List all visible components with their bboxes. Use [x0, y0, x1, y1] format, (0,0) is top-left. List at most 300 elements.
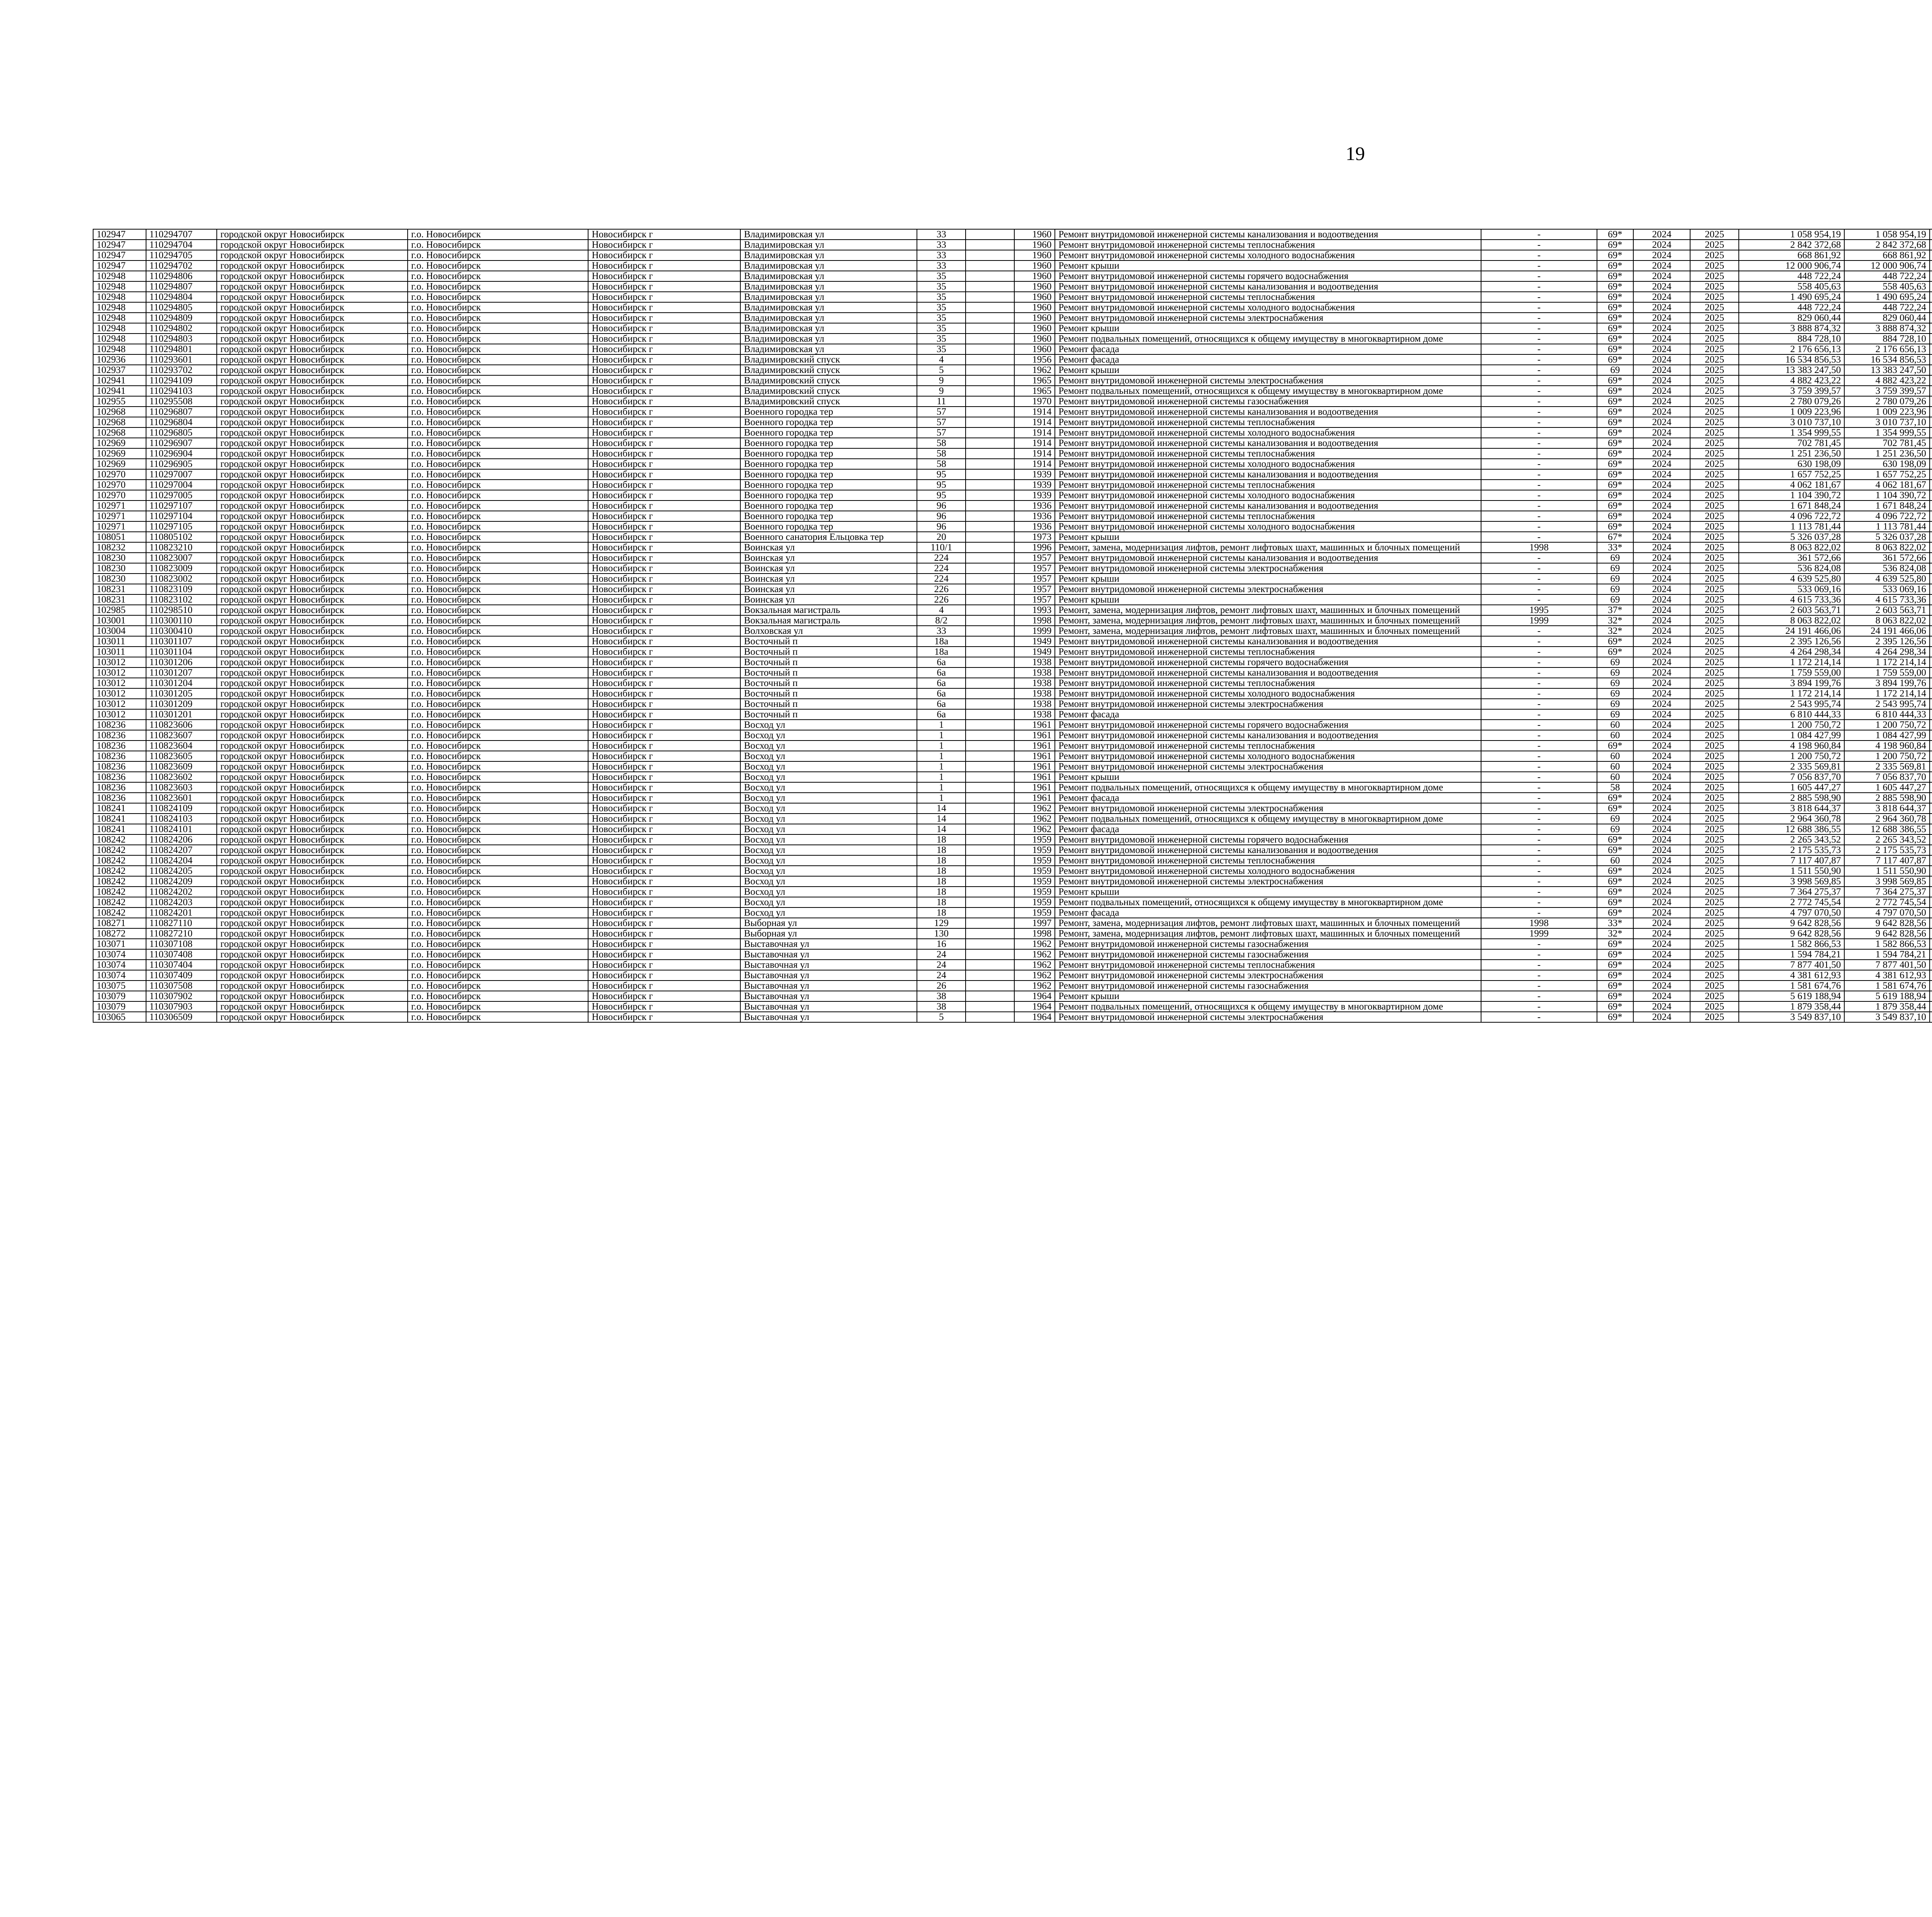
- cell-dem_year: [966, 250, 1014, 260]
- cell-city1: г.о. Новосибирск: [408, 271, 588, 281]
- cell-city1: г.о. Новосибирск: [408, 699, 588, 709]
- cell-y2: 2025: [1690, 584, 1739, 594]
- cell-year: 1957: [1014, 594, 1055, 605]
- cell-house: 224: [917, 553, 966, 563]
- cell-dem_year: [966, 292, 1014, 302]
- cell-val: 69*: [1597, 292, 1634, 302]
- cell-city1: г.о. Новосибирск: [408, 970, 588, 981]
- cell-fund: 1 759 559,00: [1844, 667, 1930, 678]
- cell-dem_year: [966, 407, 1014, 417]
- cell-y2: 2025: [1690, 281, 1739, 292]
- cell-city1: г.о. Новосибирск: [408, 396, 588, 407]
- cell-code: 110301205: [146, 688, 217, 699]
- cell-year: 1938: [1014, 688, 1055, 699]
- cell-code: 110301201: [146, 709, 217, 720]
- cell-total: 1 759 559,00: [1739, 667, 1844, 678]
- cell-year: 1939: [1014, 469, 1055, 480]
- cell-city1: г.о. Новосибирск: [408, 1012, 588, 1022]
- cell-city1: г.о. Новосибирск: [408, 574, 588, 584]
- cell-fund: 3 894 199,76: [1844, 678, 1930, 688]
- cell-street: Восточный п: [740, 678, 917, 688]
- cell-z1: [1930, 876, 1932, 887]
- cell-total: 12 000 906,74: [1739, 260, 1844, 271]
- cell-street: Вокзальная магистраль: [740, 605, 917, 615]
- cell-fund: 4 797 070,50: [1844, 907, 1930, 918]
- cell-okrug: городской округ Новосибирск: [217, 281, 408, 292]
- cell-y2: 2025: [1690, 438, 1739, 448]
- cell-house: 35: [917, 271, 966, 281]
- cell-dem_year: [966, 699, 1014, 709]
- cell-y1: 2024: [1633, 323, 1690, 334]
- cell-city2: Новосибирск г: [588, 438, 740, 448]
- cell-fund: 448 722,24: [1844, 271, 1930, 281]
- cell-y1: 2024: [1633, 313, 1690, 323]
- cell-year: 1962: [1014, 803, 1055, 814]
- cell-city1: г.о. Новосибирск: [408, 897, 588, 907]
- cell-street: Воинская ул: [740, 563, 917, 574]
- cell-house: 38: [917, 1001, 966, 1012]
- cell-house: 35: [917, 292, 966, 302]
- table-row: [93, 1012, 1932, 1022]
- table-row: [93, 594, 1932, 605]
- cell-id: 102947: [93, 250, 146, 260]
- cell-id: 103012: [93, 709, 146, 720]
- cell-total: 3 818 644,37: [1739, 803, 1844, 814]
- cell-okrug: городской округ Новосибирск: [217, 814, 408, 824]
- cell-total: 1 582 866,53: [1739, 939, 1844, 949]
- cell-y2: 2025: [1690, 855, 1739, 866]
- cell-lift_year: 1999: [1481, 928, 1597, 939]
- cell-fund: 5 619 188,94: [1844, 991, 1930, 1001]
- table-row: [93, 845, 1932, 855]
- cell-total: 5 619 188,94: [1739, 991, 1844, 1001]
- cell-y1: 2024: [1633, 594, 1690, 605]
- cell-y1: 2024: [1633, 229, 1690, 240]
- cell-street: Выставочная ул: [740, 960, 917, 970]
- cell-id: 103071: [93, 939, 146, 949]
- cell-house: 58: [917, 438, 966, 448]
- cell-work: Ремонт внутридомовой инженерной системы газоснабжения: [1055, 981, 1481, 991]
- cell-work: Ремонт фасада: [1055, 344, 1481, 354]
- cell-city2: Новосибирск г: [588, 271, 740, 281]
- cell-val: 69*: [1597, 313, 1634, 323]
- cell-total: 24 191 466,06: [1739, 626, 1844, 636]
- cell-id: 108231: [93, 584, 146, 594]
- table-row: [93, 240, 1932, 250]
- cell-work: Ремонт внутридомовой инженерной системы электроснабжения: [1055, 584, 1481, 594]
- cell-val: 69*: [1597, 907, 1634, 918]
- cell-dem_year: [966, 991, 1014, 1001]
- cell-lift_year: -: [1481, 970, 1597, 981]
- cell-okrug: городской округ Новосибирск: [217, 438, 408, 448]
- cell-okrug: городской округ Новосибирск: [217, 918, 408, 928]
- cell-lift_year: -: [1481, 354, 1597, 365]
- cell-y1: 2024: [1633, 793, 1690, 803]
- cell-lift_year: -: [1481, 647, 1597, 657]
- cell-id: 102948: [93, 344, 146, 354]
- cell-fund: 2 780 079,26: [1844, 396, 1930, 407]
- cell-val: 69: [1597, 574, 1634, 584]
- cell-y1: 2024: [1633, 897, 1690, 907]
- cell-street: Военного городка тер: [740, 511, 917, 521]
- cell-dem_year: [966, 542, 1014, 553]
- cell-dem_year: [966, 730, 1014, 741]
- cell-id: 108232: [93, 542, 146, 553]
- cell-y2: 2025: [1690, 448, 1739, 459]
- cell-dem_year: [966, 814, 1014, 824]
- cell-work: Ремонт внутридомовой инженерной системы холодного водоснабжения: [1055, 302, 1481, 313]
- cell-z1: [1930, 772, 1932, 782]
- cell-code: 110296805: [146, 427, 217, 438]
- cell-city1: г.о. Новосибирск: [408, 647, 588, 657]
- cell-work: Ремонт внутридомовой инженерной системы теплоснабжения: [1055, 855, 1481, 866]
- cell-y1: 2024: [1633, 709, 1690, 720]
- cell-fund: 7 117 407,87: [1844, 855, 1930, 866]
- table-row: [93, 824, 1932, 834]
- cell-house: 5: [917, 1012, 966, 1022]
- cell-okrug: городской округ Новосибирск: [217, 678, 408, 688]
- cell-total: 4 615 733,36: [1739, 594, 1844, 605]
- cell-id: 108271: [93, 918, 146, 928]
- cell-fund: 7 364 275,37: [1844, 887, 1930, 897]
- cell-total: 2 176 656,13: [1739, 344, 1844, 354]
- cell-year: 1914: [1014, 459, 1055, 469]
- cell-city2: Новосибирск г: [588, 887, 740, 897]
- cell-city1: г.о. Новосибирск: [408, 949, 588, 960]
- cell-y1: 2024: [1633, 949, 1690, 960]
- cell-street: Восход ул: [740, 751, 917, 761]
- cell-house: 33: [917, 240, 966, 250]
- cell-city1: г.о. Новосибирск: [408, 344, 588, 354]
- cell-lift_year: -: [1481, 709, 1597, 720]
- cell-y2: 2025: [1690, 313, 1739, 323]
- cell-z1: [1930, 855, 1932, 866]
- cell-y1: 2024: [1633, 939, 1690, 949]
- cell-city1: г.о. Новосибирск: [408, 532, 588, 542]
- cell-val: 69*: [1597, 501, 1634, 511]
- cell-work: Ремонт крыши: [1055, 323, 1481, 334]
- cell-okrug: городской округ Новосибирск: [217, 636, 408, 647]
- cell-work: Ремонт крыши: [1055, 887, 1481, 897]
- cell-y2: 2025: [1690, 960, 1739, 970]
- cell-dem_year: [966, 469, 1014, 480]
- cell-city1: г.о. Новосибирск: [408, 709, 588, 720]
- cell-code: 110294103: [146, 386, 217, 396]
- cell-lift_year: -: [1481, 448, 1597, 459]
- cell-city2: Новосибирск г: [588, 667, 740, 678]
- cell-city2: Новосибирск г: [588, 814, 740, 824]
- cell-total: 536 824,08: [1739, 563, 1844, 574]
- cell-y2: 2025: [1690, 250, 1739, 260]
- table-row: [93, 761, 1932, 772]
- cell-lift_year: -: [1481, 271, 1597, 281]
- cell-code: 110296907: [146, 438, 217, 448]
- cell-house: 33: [917, 626, 966, 636]
- cell-id: 103012: [93, 678, 146, 688]
- cell-val: 60: [1597, 855, 1634, 866]
- cell-y2: 2025: [1690, 897, 1739, 907]
- cell-dem_year: [966, 438, 1014, 448]
- cell-city1: г.о. Новосибирск: [408, 1001, 588, 1012]
- cell-id: 108230: [93, 574, 146, 584]
- cell-code: 110294707: [146, 229, 217, 240]
- cell-y1: 2024: [1633, 427, 1690, 438]
- cell-okrug: городской округ Новосибирск: [217, 542, 408, 553]
- cell-total: 12 688 386,55: [1739, 824, 1844, 834]
- cell-total: 7 877 401,50: [1739, 960, 1844, 970]
- cell-city1: г.о. Новосибирск: [408, 302, 588, 313]
- cell-work: Ремонт внутридомовой инженерной системы канализования и водоотведения: [1055, 636, 1481, 647]
- cell-house: 14: [917, 803, 966, 814]
- cell-total: 3 759 399,57: [1739, 386, 1844, 396]
- cell-z1: [1930, 521, 1932, 532]
- cell-fund: 536 824,08: [1844, 563, 1930, 574]
- cell-dem_year: [966, 240, 1014, 250]
- cell-y2: 2025: [1690, 1012, 1739, 1022]
- cell-city1: г.о. Новосибирск: [408, 939, 588, 949]
- cell-year: 1964: [1014, 1001, 1055, 1012]
- cell-code: 110294806: [146, 271, 217, 281]
- cell-year: 1964: [1014, 991, 1055, 1001]
- cell-id: 102941: [93, 375, 146, 386]
- cell-street: Восточный п: [740, 688, 917, 699]
- cell-year: 1957: [1014, 563, 1055, 574]
- table-row: [93, 584, 1932, 594]
- cell-val: 69*: [1597, 490, 1634, 501]
- table-row: [93, 793, 1932, 803]
- cell-z1: [1930, 615, 1932, 626]
- table-row: [93, 730, 1932, 741]
- table-row: [93, 1001, 1932, 1012]
- cell-id: 102969: [93, 459, 146, 469]
- cell-code: 110823210: [146, 542, 217, 553]
- cell-y1: 2024: [1633, 407, 1690, 417]
- cell-city1: г.о. Новосибирск: [408, 542, 588, 553]
- cell-y1: 2024: [1633, 375, 1690, 386]
- cell-year: 1960: [1014, 302, 1055, 313]
- cell-okrug: городской округ Новосибирск: [217, 981, 408, 991]
- cell-year: 1939: [1014, 490, 1055, 501]
- table-row: [93, 459, 1932, 469]
- cell-code: 110296905: [146, 459, 217, 469]
- cell-lift_year: -: [1481, 960, 1597, 970]
- cell-y1: 2024: [1633, 511, 1690, 521]
- cell-house: 35: [917, 344, 966, 354]
- cell-y2: 2025: [1690, 532, 1739, 542]
- cell-year: 1970: [1014, 396, 1055, 407]
- cell-city2: Новосибирск г: [588, 981, 740, 991]
- cell-city1: г.о. Новосибирск: [408, 354, 588, 365]
- cell-code: 110823109: [146, 584, 217, 594]
- cell-okrug: городской округ Новосибирск: [217, 834, 408, 845]
- cell-city2: Новосибирск г: [588, 1001, 740, 1012]
- cell-city2: Новосибирск г: [588, 605, 740, 615]
- cell-street: Военного санатория Ельцовка тер: [740, 532, 917, 542]
- cell-street: Восход ул: [740, 887, 917, 897]
- cell-val: 69*: [1597, 1001, 1634, 1012]
- cell-city2: Новосибирск г: [588, 730, 740, 741]
- cell-total: 361 572,66: [1739, 553, 1844, 563]
- cell-z1: [1930, 709, 1932, 720]
- cell-house: 18: [917, 897, 966, 907]
- cell-city2: Новосибирск г: [588, 281, 740, 292]
- cell-fund: 24 191 466,06: [1844, 626, 1930, 636]
- cell-y2: 2025: [1690, 814, 1739, 824]
- cell-y2: 2025: [1690, 772, 1739, 782]
- cell-code: 110823609: [146, 761, 217, 772]
- cell-total: 1 879 358,44: [1739, 1001, 1844, 1012]
- cell-total: 3 010 737,10: [1739, 417, 1844, 427]
- cell-y1: 2024: [1633, 647, 1690, 657]
- cell-y2: 2025: [1690, 876, 1739, 887]
- cell-total: 4 639 525,80: [1739, 574, 1844, 584]
- cell-fund: 13 383 247,50: [1844, 365, 1930, 375]
- cell-dem_year: [966, 897, 1014, 907]
- cell-dem_year: [966, 302, 1014, 313]
- cell-z1: [1930, 490, 1932, 501]
- cell-house: 18а: [917, 636, 966, 647]
- cell-id: 102985: [93, 605, 146, 615]
- cell-y2: 2025: [1690, 667, 1739, 678]
- cell-z1: [1930, 678, 1932, 688]
- cell-val: 69*: [1597, 302, 1634, 313]
- cell-id: 108231: [93, 594, 146, 605]
- cell-code: 110297105: [146, 521, 217, 532]
- cell-y2: 2025: [1690, 490, 1739, 501]
- cell-city1: г.о. Новосибирск: [408, 720, 588, 730]
- cell-city1: г.о. Новосибирск: [408, 594, 588, 605]
- cell-code: 110824209: [146, 876, 217, 887]
- cell-y2: 2025: [1690, 594, 1739, 605]
- cell-y1: 2024: [1633, 490, 1690, 501]
- cell-street: Выставочная ул: [740, 991, 917, 1001]
- cell-id: 108242: [93, 897, 146, 907]
- cell-year: 1962: [1014, 949, 1055, 960]
- cell-y2: 2025: [1690, 615, 1739, 626]
- cell-okrug: городской округ Новосибирск: [217, 448, 408, 459]
- cell-city2: Новосибирск г: [588, 824, 740, 834]
- cell-total: 7 117 407,87: [1739, 855, 1844, 866]
- cell-house: 96: [917, 501, 966, 511]
- cell-year: 1914: [1014, 417, 1055, 427]
- cell-fund: 1 113 781,44: [1844, 521, 1930, 532]
- cell-dem_year: [966, 334, 1014, 344]
- table-row: [93, 469, 1932, 480]
- cell-y2: 2025: [1690, 417, 1739, 427]
- cell-y2: 2025: [1690, 761, 1739, 772]
- cell-city1: г.о. Новосибирск: [408, 615, 588, 626]
- cell-id: 102948: [93, 281, 146, 292]
- cell-z1: [1930, 511, 1932, 521]
- cell-city2: Новосибирск г: [588, 480, 740, 490]
- cell-fund: 2 395 126,56: [1844, 636, 1930, 647]
- cell-fund: 8 063 822,02: [1844, 615, 1930, 626]
- cell-okrug: городской округ Новосибирск: [217, 584, 408, 594]
- cell-dem_year: [966, 365, 1014, 375]
- cell-dem_year: [966, 887, 1014, 897]
- cell-z1: [1930, 897, 1932, 907]
- cell-city2: Новосибирск г: [588, 240, 740, 250]
- cell-house: 6а: [917, 678, 966, 688]
- cell-z1: [1930, 532, 1932, 542]
- cell-val: 69*: [1597, 438, 1634, 448]
- cell-okrug: городской округ Новосибирск: [217, 229, 408, 240]
- cell-lift_year: -: [1481, 1012, 1597, 1022]
- cell-dem_year: [966, 271, 1014, 281]
- cell-street: Владимировская ул: [740, 334, 917, 344]
- table-row: [93, 939, 1932, 949]
- cell-fund: 1 058 954,19: [1844, 229, 1930, 240]
- cell-work: Ремонт внутридомовой инженерной системы горячего водоснабжения: [1055, 834, 1481, 845]
- cell-city1: г.о. Новосибирск: [408, 427, 588, 438]
- cell-total: 1 511 550,90: [1739, 866, 1844, 876]
- cell-city1: г.о. Новосибирск: [408, 407, 588, 417]
- cell-year: 1957: [1014, 584, 1055, 594]
- cell-city2: Новосибирск г: [588, 229, 740, 240]
- cell-total: 1 200 750,72: [1739, 751, 1844, 761]
- cell-y2: 2025: [1690, 949, 1739, 960]
- cell-fund: 6 810 444,33: [1844, 709, 1930, 720]
- cell-fund: 1 657 752,25: [1844, 469, 1930, 480]
- cell-code: 110297007: [146, 469, 217, 480]
- cell-city1: г.о. Новосибирск: [408, 803, 588, 814]
- cell-dem_year: [966, 480, 1014, 490]
- repair-table: [93, 229, 1932, 1023]
- cell-year: 1914: [1014, 407, 1055, 417]
- cell-y1: 2024: [1633, 250, 1690, 260]
- cell-y1: 2024: [1633, 772, 1690, 782]
- cell-fund: 2 964 360,78: [1844, 814, 1930, 824]
- cell-street: Восход ул: [740, 772, 917, 782]
- cell-code: 110307404: [146, 960, 217, 970]
- cell-house: 6а: [917, 699, 966, 709]
- cell-city2: Новосибирск г: [588, 855, 740, 866]
- cell-city1: г.о. Новосибирск: [408, 313, 588, 323]
- cell-y1: 2024: [1633, 845, 1690, 855]
- cell-city2: Новосибирск г: [588, 427, 740, 438]
- cell-z1: [1930, 334, 1932, 344]
- cell-val: 69: [1597, 709, 1634, 720]
- cell-street: Восход ул: [740, 866, 917, 876]
- cell-lift_year: -: [1481, 855, 1597, 866]
- cell-work: Ремонт внутридомовой инженерной системы газоснабжения: [1055, 939, 1481, 949]
- cell-city2: Новосибирск г: [588, 396, 740, 407]
- cell-city2: Новосибирск г: [588, 626, 740, 636]
- cell-code: 110307508: [146, 981, 217, 991]
- table-row: [93, 427, 1932, 438]
- cell-city2: Новосибирск г: [588, 302, 740, 313]
- cell-val: 69*: [1597, 480, 1634, 490]
- cell-lift_year: -: [1481, 845, 1597, 855]
- cell-dem_year: [966, 626, 1014, 636]
- cell-y1: 2024: [1633, 521, 1690, 532]
- cell-y2: 2025: [1690, 375, 1739, 386]
- cell-okrug: городской округ Новосибирск: [217, 271, 408, 281]
- table-row: [93, 334, 1932, 344]
- cell-year: 1938: [1014, 709, 1055, 720]
- cell-street: Выставочная ул: [740, 1012, 917, 1022]
- cell-work: Ремонт внутридомовой инженерной системы канализования и водоотведения: [1055, 845, 1481, 855]
- table-row: [93, 834, 1932, 845]
- table-row: [93, 396, 1932, 407]
- cell-year: 1961: [1014, 741, 1055, 751]
- cell-z1: [1930, 824, 1932, 834]
- cell-val: 69*: [1597, 448, 1634, 459]
- cell-year: 1960: [1014, 344, 1055, 354]
- cell-street: Вокзальная магистраль: [740, 615, 917, 626]
- cell-okrug: городской округ Новосибирск: [217, 928, 408, 939]
- cell-val: 58: [1597, 782, 1634, 793]
